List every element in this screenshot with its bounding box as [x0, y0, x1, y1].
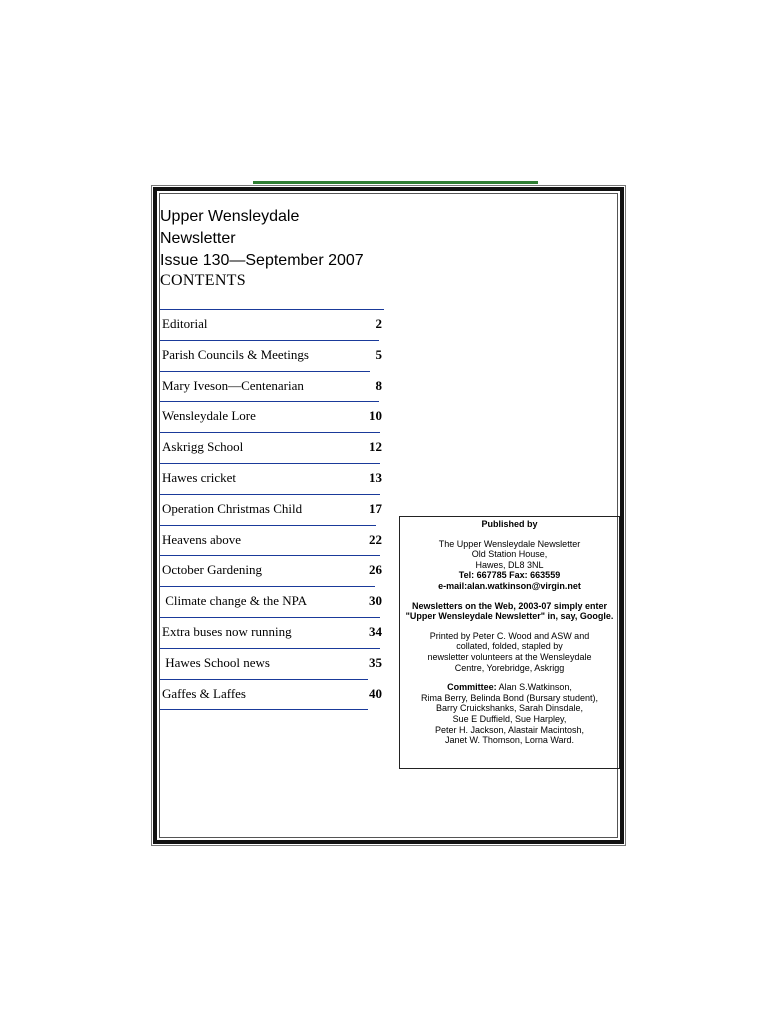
toc-divider	[160, 494, 380, 495]
toc-divider	[160, 617, 380, 618]
toc-divider	[160, 340, 379, 341]
printed-note-3: newsletter volunteers at the Wensleydale	[427, 651, 592, 662]
toc-entry-page-number: 35	[369, 654, 382, 670]
printed-note-2: collated, folded, stapled by	[456, 641, 563, 652]
newsletter-title-block	[160, 206, 400, 272]
toc-divider	[160, 709, 368, 710]
web-note-2: "Upper Wensleydale Newsletter" in, say, Google.	[405, 611, 614, 622]
toc-divider	[160, 525, 376, 526]
toc-entry-page-number: 10	[369, 408, 382, 424]
toc-divider	[160, 648, 380, 649]
toc-entry-page-number: 8	[375, 377, 382, 393]
publisher-address-2: Hawes, DL8 3NL	[475, 559, 544, 570]
committee-member-1: Alan S.Watkinson,	[496, 682, 572, 693]
toc-divider	[160, 463, 380, 464]
toc-entry-page-number: 5	[375, 346, 382, 362]
toc-entry-page-number: 2	[375, 316, 382, 331]
toc-entry-title: Heavens above	[162, 531, 242, 547]
title-line-1: Upper Wensleydale	[160, 208, 300, 225]
toc-divider	[160, 371, 370, 372]
title-line-2: Newsletter	[160, 230, 236, 247]
toc-divider	[160, 555, 380, 556]
publisher-info-box	[399, 516, 620, 769]
toc-entry-title: Editorial	[162, 316, 208, 331]
contents-heading: CONTENTS	[160, 272, 246, 289]
committee-line-3: Barry Cruickshanks, Sarah Dinsdale,	[435, 703, 584, 714]
toc-entry-title: October Gardening	[162, 562, 262, 578]
publisher-email: e-mail:alan.watkinson@virgin.net	[438, 580, 581, 591]
toc-entry-page-number: 30	[369, 593, 382, 609]
toc-divider	[160, 309, 384, 310]
publisher-name: The Upper Wensleydale Newsletter	[438, 538, 581, 549]
toc-entry-page-number: 26	[369, 562, 382, 578]
toc-entry-title: Wensleydale Lore	[162, 408, 256, 424]
toc-entry-page-number: 13	[369, 470, 382, 485]
toc-entry-title: Climate change & the NPA	[162, 593, 308, 609]
toc-entry-page-number: 17	[369, 500, 382, 516]
toc-divider	[160, 432, 380, 433]
toc-entry-title: Hawes cricket	[162, 470, 236, 485]
toc-entry-page-number: 40	[369, 685, 382, 701]
publisher-address-1: Old Station House,	[471, 549, 548, 560]
toc-entry-title: Parish Councils & Meetings	[162, 346, 309, 362]
toc-entry-title: Operation Christmas Child	[162, 500, 303, 516]
committee-label: Committee:	[447, 682, 497, 693]
published-by-heading: Published by	[481, 519, 538, 529]
toc-entry-title: Mary Iveson—Centenarian	[162, 377, 304, 393]
toc-entry-page-number: 12	[369, 439, 382, 455]
toc-entry-title: Askrigg School	[162, 439, 244, 455]
toc-divider	[160, 679, 368, 680]
toc-entry-page-number: 22	[369, 531, 382, 547]
toc-entry-title: Gaffes & Laffes	[162, 685, 246, 701]
committee-line-6: Janet W. Thomson, Lorna Ward.	[444, 735, 575, 746]
committee-line-4: Sue E Duffield, Sue Harpley,	[452, 713, 567, 724]
printed-note-1: Printed by Peter C. Wood and ASW and	[429, 630, 590, 641]
toc-entry-page-number: 34	[369, 624, 382, 639]
toc-entry-title: Hawes School news	[162, 654, 270, 670]
committee-line-5: Peter H. Jackson, Alastair Macintosh,	[434, 724, 585, 735]
top-green-rule	[253, 181, 538, 184]
publisher-phone: Tel: 667785 Fax: 663559	[458, 570, 561, 581]
toc-entry-title: Extra buses now running	[162, 624, 292, 639]
printed-note-4: Centre, Yorebridge, Askrigg	[454, 662, 565, 673]
issue-line: Issue 130—September 2007	[160, 252, 364, 269]
committee-line-2: Rima Berry, Belinda Bond (Bursary student),	[421, 692, 598, 703]
committee-line-1	[400, 682, 619, 693]
web-note-1: Newsletters on the Web, 2003-07 simply enter	[412, 600, 607, 611]
toc-divider	[160, 586, 375, 587]
toc-divider	[160, 401, 379, 402]
